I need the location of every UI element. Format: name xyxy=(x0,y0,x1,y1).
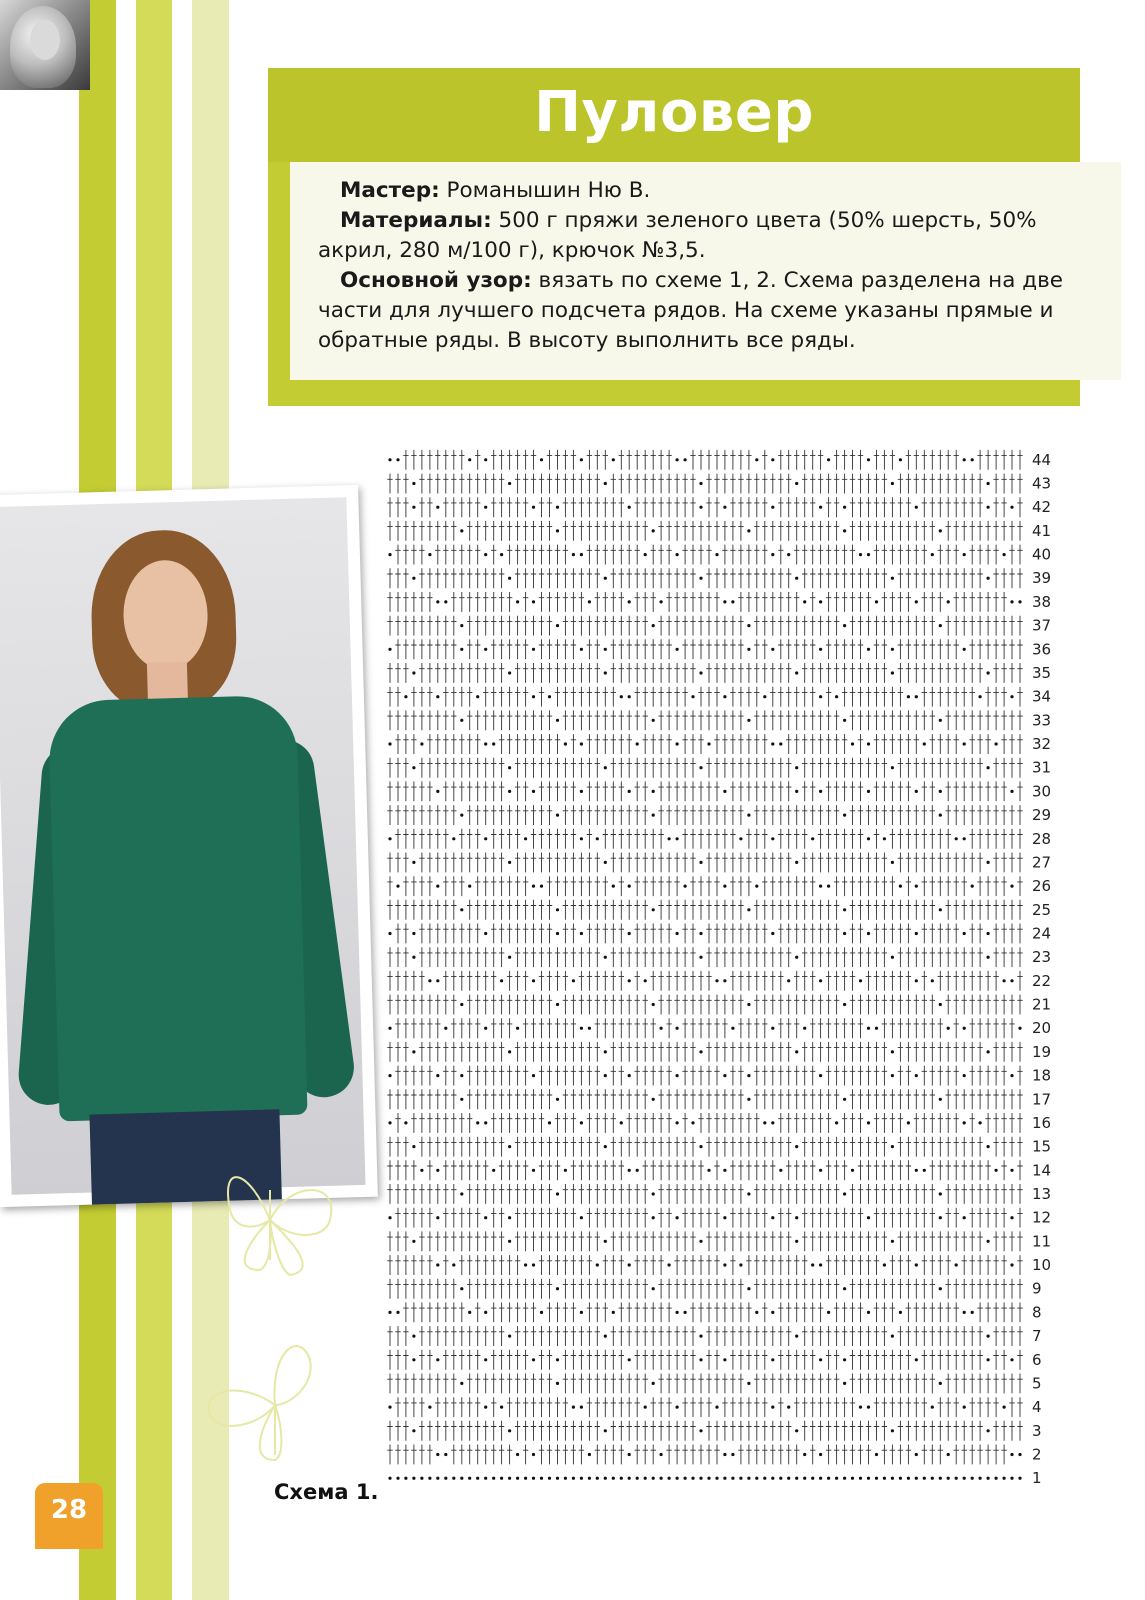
row-number-label: 44 xyxy=(1032,450,1052,469)
row-number-label: 36 xyxy=(1032,640,1052,659)
master-line xyxy=(318,176,1095,206)
row-number-label: 2 xyxy=(1032,1445,1042,1464)
row-number-label: 4 xyxy=(1032,1398,1042,1417)
row-number-label: 13 xyxy=(1032,1185,1052,1203)
row-number-label: 12 xyxy=(1032,1208,1052,1227)
row-number-label: 22 xyxy=(1032,971,1052,990)
row-number-label: 1 xyxy=(1032,1469,1042,1488)
dot-stitch-symbols xyxy=(388,458,1021,1480)
row-number-label: 14 xyxy=(1032,1161,1052,1180)
row-number-label: 18 xyxy=(1032,1066,1052,1085)
row-number-label: 28 xyxy=(1032,829,1052,848)
master-value: Романышин Ню В. xyxy=(446,178,651,203)
corner-thumbnail-image xyxy=(0,0,90,90)
master-label: Мастер: xyxy=(340,178,440,203)
row-number-label: 23 xyxy=(1032,948,1052,967)
row-number-label: 38 xyxy=(1032,592,1052,611)
row-number-label: 32 xyxy=(1032,735,1052,753)
stitch-chart xyxy=(386,440,1052,1500)
row-number-label: 10 xyxy=(1032,1256,1052,1274)
row-number-label: 17 xyxy=(1032,1090,1052,1109)
row-number-label: 27 xyxy=(1032,853,1052,872)
pattern-line xyxy=(318,266,1095,356)
row-number-label: 31 xyxy=(1032,758,1052,777)
materials-line xyxy=(318,206,1095,266)
row-number-label: 33 xyxy=(1032,711,1052,730)
chart-caption: Схема 1. xyxy=(274,1480,379,1504)
row-number-label: 6 xyxy=(1032,1350,1042,1369)
row-number-label: 35 xyxy=(1032,664,1052,682)
pattern-label: Основной узор: xyxy=(340,268,532,293)
butterfly-icon xyxy=(190,1320,350,1470)
pattern-value: вязать по схеме 1, 2. Схема разделена на две части для лучшего подсчета рядов. На схеме указаны прямые и обратные ряды. В высоту выполнить все ряды. xyxy=(318,268,1063,353)
row-number-label: 25 xyxy=(1032,900,1052,919)
row-number-label: 39 xyxy=(1032,569,1052,588)
row-number-label: 15 xyxy=(1032,1137,1052,1156)
row-number-label: 9 xyxy=(1032,1279,1042,1298)
row-number-label: 3 xyxy=(1032,1421,1042,1440)
row-number-label: 43 xyxy=(1032,474,1052,493)
model-photo xyxy=(0,485,378,1207)
row-number-label: 30 xyxy=(1032,782,1052,801)
row-number-label: 34 xyxy=(1032,687,1052,706)
row-number-label: 16 xyxy=(1032,1113,1052,1132)
row-number-label: 40 xyxy=(1032,545,1052,564)
row-number-label: 11 xyxy=(1032,1232,1052,1251)
row-number-label: 19 xyxy=(1032,1042,1052,1061)
info-box xyxy=(290,162,1121,380)
row-number-label: 21 xyxy=(1032,995,1052,1014)
materials-value: 500 г пряжи зеленого цвета (50% шерсть, 50% акрил, 280 м/100 г), крючок №3,5. xyxy=(318,208,1037,263)
row-number-label: 37 xyxy=(1032,616,1052,635)
row-number-label: 7 xyxy=(1032,1327,1042,1346)
row-number-label: 20 xyxy=(1032,1019,1052,1038)
row-number-label: 29 xyxy=(1032,806,1052,825)
materials-label: Материалы: xyxy=(340,208,492,233)
cross-stitch-symbols xyxy=(387,450,1022,1465)
butterfly-icon xyxy=(190,1130,350,1290)
row-number-label: 42 xyxy=(1032,498,1052,517)
page-number: 28 xyxy=(35,1483,103,1549)
row-number-label: 41 xyxy=(1032,521,1052,540)
row-number-label: 24 xyxy=(1032,924,1052,943)
row-number-label: 8 xyxy=(1032,1303,1042,1322)
row-number-label: 5 xyxy=(1032,1374,1042,1393)
page-title: Пуловер xyxy=(534,80,814,145)
row-number-label: 26 xyxy=(1032,877,1052,896)
